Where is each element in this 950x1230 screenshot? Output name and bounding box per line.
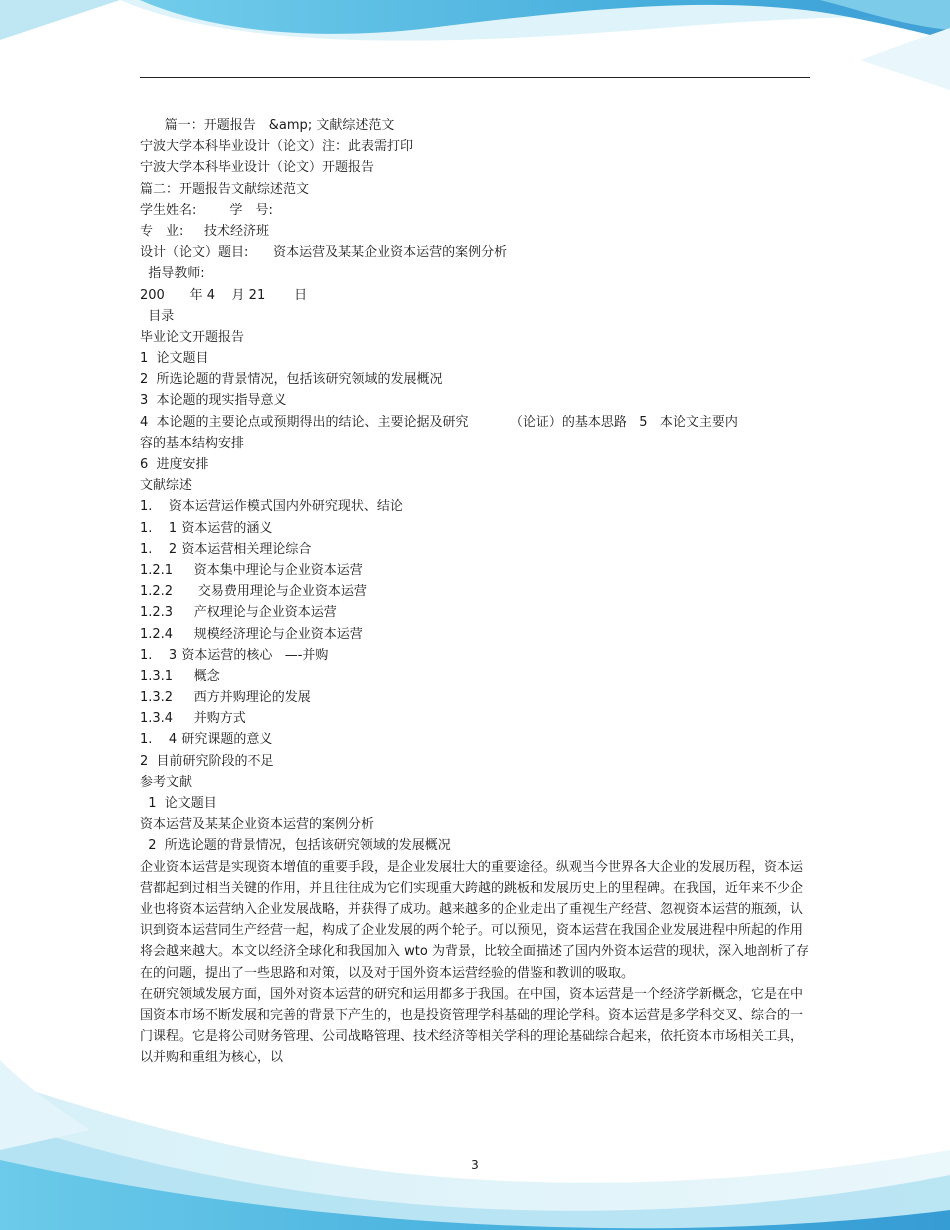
text-line: 1. 资本运营运作模式国内外研究现状、结论: [140, 499, 403, 515]
text-line: 1.3.4 并购方式: [140, 711, 246, 727]
text-line: 1 论文题目: [140, 796, 217, 811]
text-line: 1. 1 资本运营的涵义: [140, 520, 273, 536]
text-line: 4 本论题的主要论点或预期得出的结论、主要论据及研究 （论证）的基本思路 5 本论文主要内: [140, 414, 738, 430]
text-line: 篇一：开题报告 &amp; 文献综述范文: [140, 118, 395, 133]
text-line: 2 所选论题的背景情况，包括该研究领域的发展概况: [140, 372, 443, 388]
text-line: 2 目前研究阶段的不足: [140, 753, 274, 769]
text-line: 3 本论题的现实指导意义: [140, 393, 287, 409]
text-line: 1.2.2 交易费用理论与企业资本运营: [140, 584, 367, 600]
text-line: 1. 4 研究课题的意义: [140, 732, 273, 748]
text-line: 文献综述: [140, 478, 193, 494]
text-line: 1.2.4 规模经济理论与企业资本运营: [140, 626, 363, 642]
body-paragraph: 在研究领域发展方面，国外对资本运营的研究和运用都多于我国。在中国，资本运营是一个经济学新概念，它是在中国资本市场不断发展和完善的背景下产生的，也是投资管理学科基础的理论学科。资本运营是多学科交叉、综合的一门课程。它是将公司财务管理、公司战略管理、技术经济等相关学科的理论基础综合起来，依托资本市场相关工具，以并购和重组为核心，以: [140, 986, 804, 1066]
text-line: 1. 3 资本运营的核心 —-并购: [140, 647, 329, 663]
text-line: 专 业: 技术经济班: [140, 223, 270, 239]
text-line: 1.3.1 概念: [140, 668, 220, 684]
text-line: 1.2.1 资本集中理论与企业资本运营: [140, 562, 363, 578]
text-line: 篇二：开题报告文献综述范文: [140, 181, 310, 197]
document-body: [140, 115, 810, 1069]
text-line: 6 进度安排: [140, 457, 209, 472]
text-line: 容的基本结构安排: [140, 435, 245, 451]
text-line: 1. 2 资本运营相关理论综合: [140, 541, 312, 557]
text-line: 学生姓名: 学 号:: [140, 202, 273, 218]
page-number: 3: [471, 1158, 479, 1172]
text-line: 参考文献: [140, 774, 193, 790]
text-line: 宁波大学本科毕业设计（论文）注：此表需打印: [140, 139, 414, 155]
text-line: 1.2.3 产权理论与企业资本运营: [140, 605, 337, 621]
text-line: 200 年 4 月 21 日: [140, 287, 308, 303]
text-line: 2 所选论题的背景情况，包括该研究领域的发展概况: [140, 838, 451, 854]
text-line: 宁波大学本科毕业设计（论文）开题报告: [140, 160, 375, 176]
text-line: 1.3.2 西方并购理论的发展: [140, 690, 311, 706]
text-line: 毕业论文开题报告: [140, 329, 245, 345]
text-line: 指导教师:: [140, 266, 205, 282]
text-line: 1 论文题目: [140, 351, 209, 367]
text-line: 资本运营及某某企业资本运营的案例分析: [140, 817, 375, 833]
text-line: 目录: [140, 308, 175, 324]
header-rule: [140, 77, 810, 78]
text-line: 设计（论文）题目: 资本运营及某某企业资本运营的案例分析: [140, 245, 508, 261]
body-paragraph: 企业资本运营是实现资本增值的重要手段，是企业发展壮大的重要途径。纵观当今世界各大企业的发展历程，资本运营都起到过相当关键的作用，并且往往成为它们实现重大跨越的跳板和发展历史上的里程碑。在我国，近年来不少企业也将资本运营纳入企业发展战略，并获得了成功。越来越多的企业走出了重视生产经营、忽视资本运营的瓶颈，认识到资本运营同生产经营一起，构成了企业发展的两个轮子。可以预见，资本运营在我国企业发展进程中所起的作用将会越来越大。本文以经济全球化和我国加入 wto 为背景，比较全面描述了国内外资本运营的现状，深入地剖析了存在的问题，提出了一些思路和对策，以及对于国外资本运营经验的借鉴和教训的吸取。: [140, 859, 809, 981]
